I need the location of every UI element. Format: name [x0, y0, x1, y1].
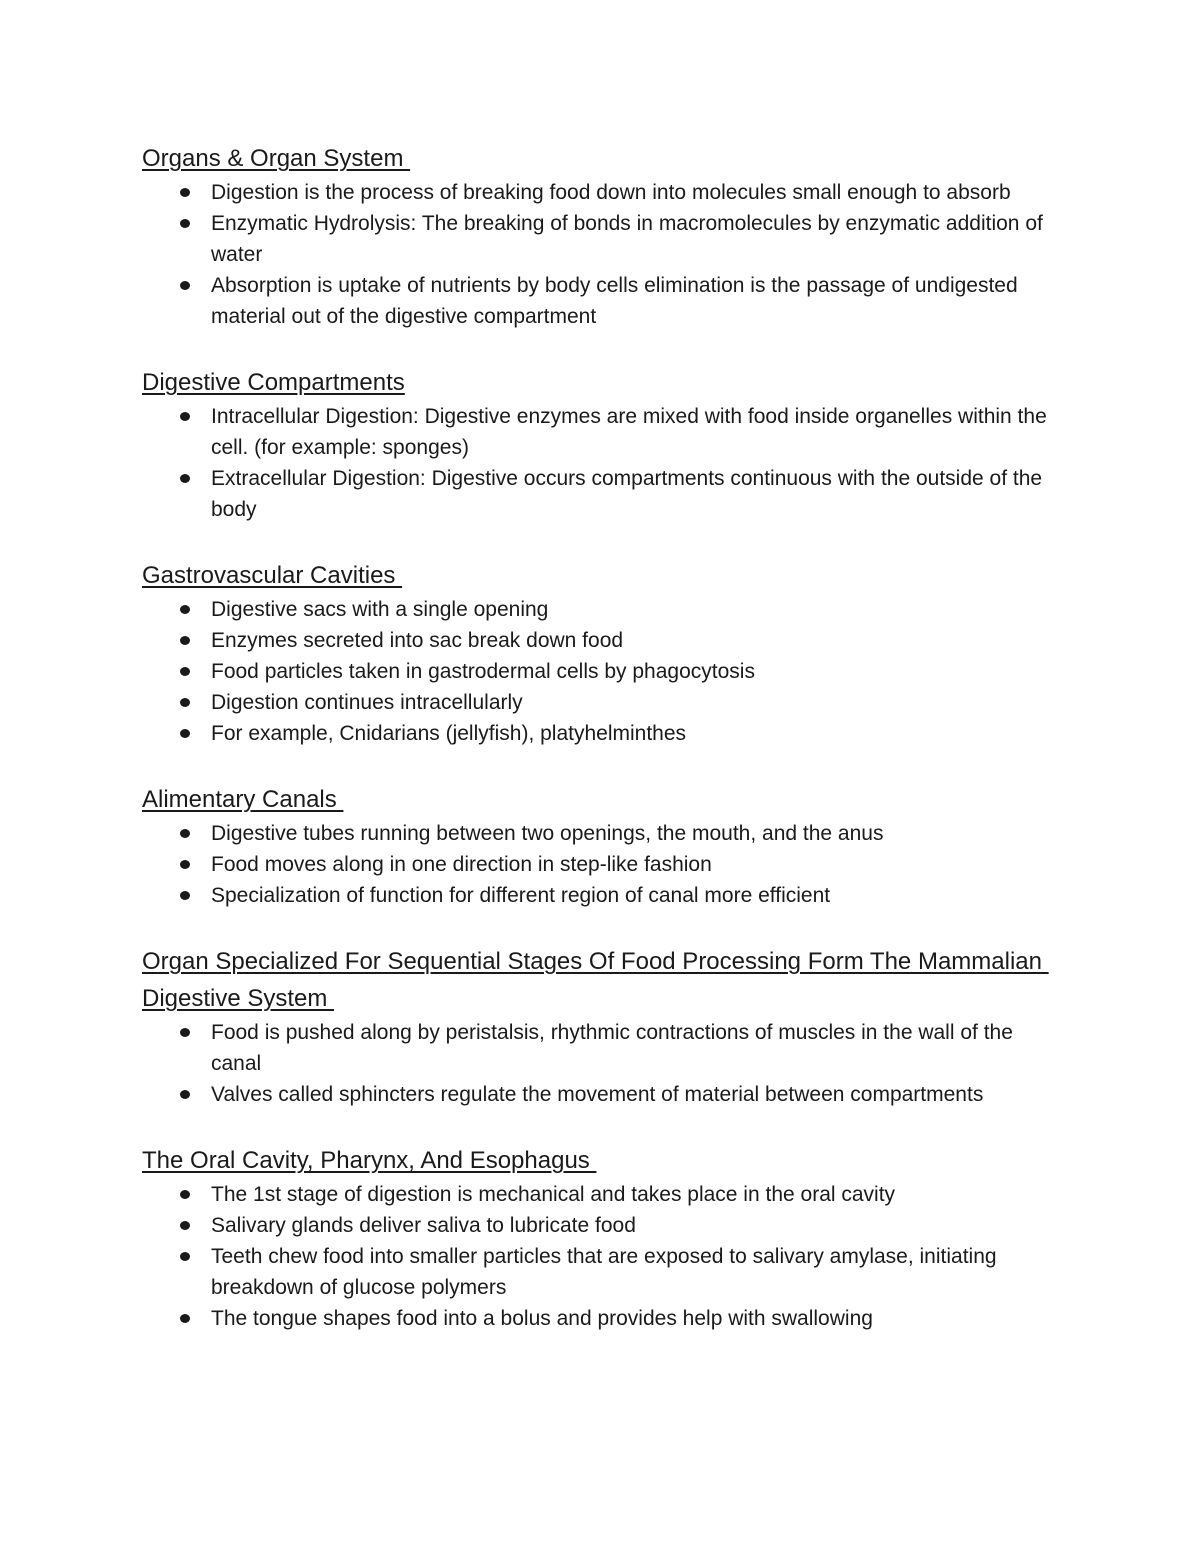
list-item: [142, 208, 1062, 270]
section-alimentary-canals: [142, 781, 1062, 911]
list-item-text: Digestive sacs with a single opening: [211, 598, 549, 621]
list-item: [142, 625, 1062, 656]
list-item: [142, 880, 1062, 911]
bullet-dot-icon: [180, 219, 190, 228]
section-heading: Alimentary Canals: [142, 786, 344, 813]
list-item-text: Digestive tubes running between two openings, the mouth, and the anus: [211, 822, 884, 845]
list-item: [142, 270, 1062, 332]
list-item: [142, 1241, 1062, 1303]
bullet-dot-icon: [180, 829, 190, 838]
bullet-dot-icon: [180, 1190, 190, 1199]
list-item-text: The 1st stage of digestion is mechanical and takes place in the oral cavity: [211, 1183, 896, 1206]
bullet-dot-icon: [180, 1028, 190, 1037]
bullet-list: [142, 401, 1062, 525]
list-item: [142, 849, 1062, 880]
section-heading: Digestive Compartments: [142, 369, 405, 396]
list-item-text: Specialization of function for different region of canal more efficient: [211, 884, 831, 907]
bullet-dot-icon: [180, 412, 190, 421]
list-item-text: Teeth chew food into smaller particles that are exposed to salivary amylase, initiating breakdown of glucose polymers: [211, 1245, 997, 1299]
list-item-text: Salivary glands deliver saliva to lubricate food: [211, 1214, 636, 1237]
list-item-text: Absorption is uptake of nutrients by body cells elimination is the passage of undigested material out of the digestive compartment: [211, 274, 1018, 328]
bullet-list: [142, 1017, 1062, 1110]
bullet-list: [142, 1179, 1062, 1334]
list-item-text: Intracellular Digestion: Digestive enzymes are mixed with food inside organelles within the cell. (for example: sponges): [211, 405, 1047, 459]
list-item: [142, 1179, 1062, 1210]
bullet-dot-icon: [180, 891, 190, 900]
section-organs: [142, 140, 1062, 332]
list-item-text: For example, Cnidarians (jellyfish), platyhelminthes: [211, 722, 687, 745]
list-item: [142, 1017, 1062, 1079]
list-item-text: Enzymes secreted into sac break down food: [211, 629, 624, 652]
section-digestive-compartments: [142, 364, 1062, 525]
bullet-dot-icon: [180, 729, 190, 738]
list-item-text: Valves called sphincters regulate the movement of material between compartments: [211, 1083, 984, 1106]
bullet-dot-icon: [180, 1314, 190, 1323]
section-heading: The Oral Cavity, Pharynx, And Esophagus: [142, 1147, 597, 1174]
section-oral-cavity: [142, 1142, 1062, 1334]
list-item: [142, 1210, 1062, 1241]
bullet-dot-icon: [180, 860, 190, 869]
section-heading: Organ Specialized For Sequential Stages Of Food Processing Form The Mammalian Digestive System: [142, 948, 1049, 1012]
list-item-text: Food particles taken in gastrodermal cells by phagocytosis: [211, 660, 755, 683]
bullet-dot-icon: [180, 605, 190, 614]
list-item-text: Extracellular Digestion: Digestive occurs compartments continuous with the outside of the body: [211, 467, 1043, 521]
list-item: [142, 656, 1062, 687]
list-item-text: Digestion continues intracellularly: [211, 691, 523, 714]
list-item: [142, 1303, 1062, 1334]
section-mammalian-digestive-system: [142, 943, 1062, 1110]
list-item: [142, 1079, 1062, 1110]
list-item: [142, 594, 1062, 625]
list-item: [142, 687, 1062, 718]
section-heading: Gastrovascular Cavities: [142, 562, 403, 589]
document-page: [142, 140, 1062, 1366]
bullet-dot-icon: [180, 1221, 190, 1230]
bullet-dot-icon: [180, 667, 190, 676]
bullet-list: [142, 594, 1062, 749]
bullet-dot-icon: [180, 188, 190, 197]
section-heading: Organs & Organ System: [142, 145, 411, 172]
bullet-dot-icon: [180, 281, 190, 290]
list-item-text: Food moves along in one direction in step-like fashion: [211, 853, 712, 876]
list-item: [142, 177, 1062, 208]
list-item: [142, 401, 1062, 463]
bullet-dot-icon: [180, 1252, 190, 1261]
list-item: [142, 818, 1062, 849]
section-gastrovascular-cavities: [142, 557, 1062, 749]
bullet-list: [142, 177, 1062, 332]
list-item-text: Digestion is the process of breaking food down into molecules small enough to absorb: [211, 181, 1011, 204]
list-item: [142, 718, 1062, 749]
list-item-text: Enzymatic Hydrolysis: The breaking of bonds in macromolecules by enzymatic addition of water: [211, 212, 1043, 266]
list-item: [142, 463, 1062, 525]
list-item-text: The tongue shapes food into a bolus and provides help with swallowing: [211, 1307, 873, 1330]
bullet-dot-icon: [180, 636, 190, 645]
bullet-list: [142, 818, 1062, 911]
list-item-text: Food is pushed along by peristalsis, rhythmic contractions of muscles in the wall of the canal: [211, 1021, 1013, 1075]
bullet-dot-icon: [180, 698, 190, 707]
bullet-dot-icon: [180, 1090, 190, 1099]
bullet-dot-icon: [180, 474, 190, 483]
